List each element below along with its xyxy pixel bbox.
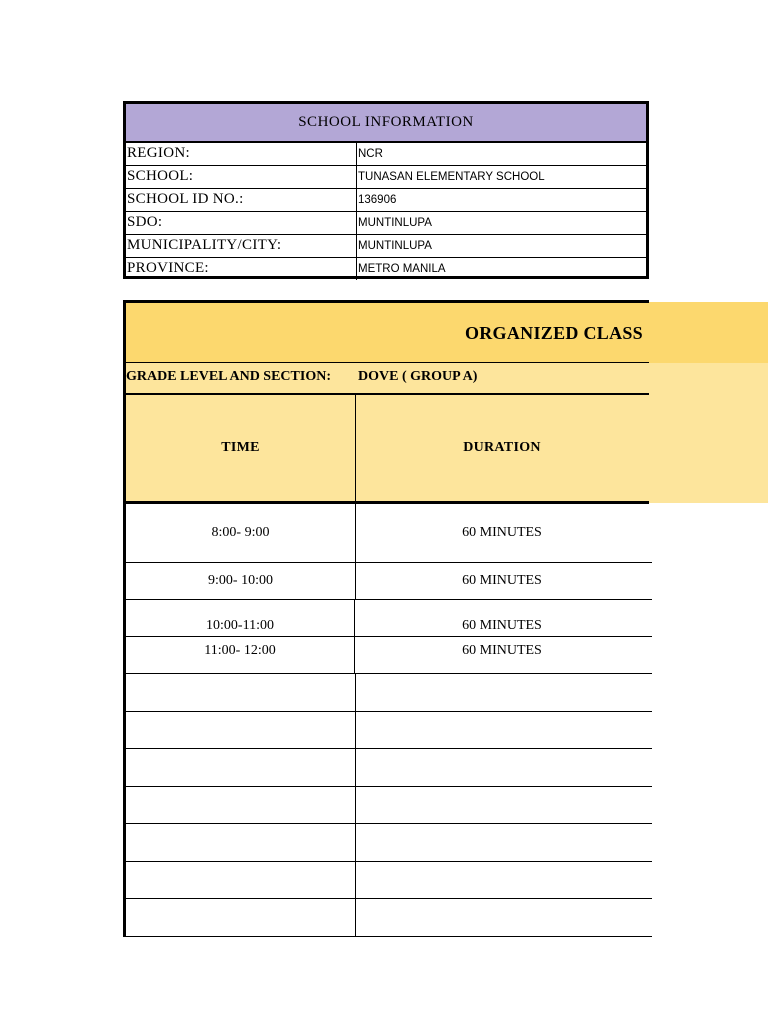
info-row-school-id: [126, 188, 646, 212]
time-cell: 11:00- 12:00: [126, 636, 355, 673]
info-label: SDO:: [126, 211, 357, 234]
time-cell: 8:00- 9:00: [126, 504, 356, 562]
time-cell: [126, 861, 356, 898]
duration-cell: [355, 748, 649, 786]
duration-cell: [355, 823, 649, 861]
grade-section-row: [123, 363, 649, 395]
duration-cell: 60 MINUTES: [462, 643, 542, 658]
info-label: PROVINCE:: [126, 257, 357, 280]
organized-class-table: [123, 300, 649, 936]
info-row-school: [126, 165, 646, 189]
duration-cell: 60 MINUTES: [462, 572, 542, 588]
header-fill-panel: [648, 363, 768, 503]
duration-cell: [355, 711, 649, 748]
info-value: 136906: [358, 194, 397, 206]
grade-section-label: GRADE LEVEL AND SECTION:: [126, 369, 331, 384]
info-row-province: [126, 257, 646, 280]
time-cell: 10:00-11:00: [126, 599, 355, 636]
class-title-bar: [123, 300, 649, 363]
class-title: ORGANIZED CLASS: [464, 323, 643, 343]
info-label: SCHOOL ID NO.:: [126, 188, 357, 211]
info-label: REGION:: [126, 142, 357, 165]
grade-section-value: DOVE ( GROUP A): [358, 369, 478, 384]
school-info-header: SCHOOL INFORMATION: [126, 104, 646, 143]
table-row: [123, 786, 652, 824]
info-value: MUNTINLUPA: [358, 240, 432, 252]
column-header-row: [123, 395, 649, 504]
duration-cell: [355, 861, 649, 898]
table-row: [123, 599, 652, 637]
time-cell: [126, 786, 356, 823]
column-header-time: TIME: [126, 395, 356, 501]
time-cell: [126, 898, 356, 936]
table-row: [123, 636, 652, 674]
table-row: [123, 748, 652, 787]
table-row: [123, 562, 652, 600]
info-row-municipality: [126, 234, 646, 258]
duration-cell: [355, 898, 649, 936]
time-cell: [126, 711, 356, 748]
table-row: [123, 861, 652, 899]
school-info-table: [123, 101, 649, 279]
time-cell: [126, 823, 356, 861]
table-row: [123, 504, 652, 563]
table-row: [123, 898, 652, 937]
info-value: TUNASAN ELEMENTARY SCHOOL: [358, 171, 545, 183]
duration-cell: [355, 673, 649, 711]
title-fill-panel: [648, 302, 768, 363]
column-header-duration: DURATION: [463, 440, 541, 455]
duration-cell: [355, 786, 649, 823]
table-row: [123, 673, 652, 712]
info-value: NCR: [358, 148, 383, 160]
table-row: [123, 711, 652, 749]
time-cell: [126, 673, 356, 711]
info-row-region: [126, 142, 646, 166]
info-row-sdo: [126, 211, 646, 235]
duration-cell: 60 MINUTES: [462, 618, 542, 633]
info-label: SCHOOL:: [126, 165, 357, 188]
time-cell: 9:00- 10:00: [126, 562, 356, 599]
info-label: MUNICIPALITY/CITY:: [126, 234, 357, 257]
time-cell: [126, 748, 356, 786]
duration-cell: 60 MINUTES: [462, 525, 542, 540]
table-row: [123, 823, 652, 862]
info-value: MUNTINLUPA: [358, 217, 432, 229]
info-value: METRO MANILA: [358, 263, 446, 275]
